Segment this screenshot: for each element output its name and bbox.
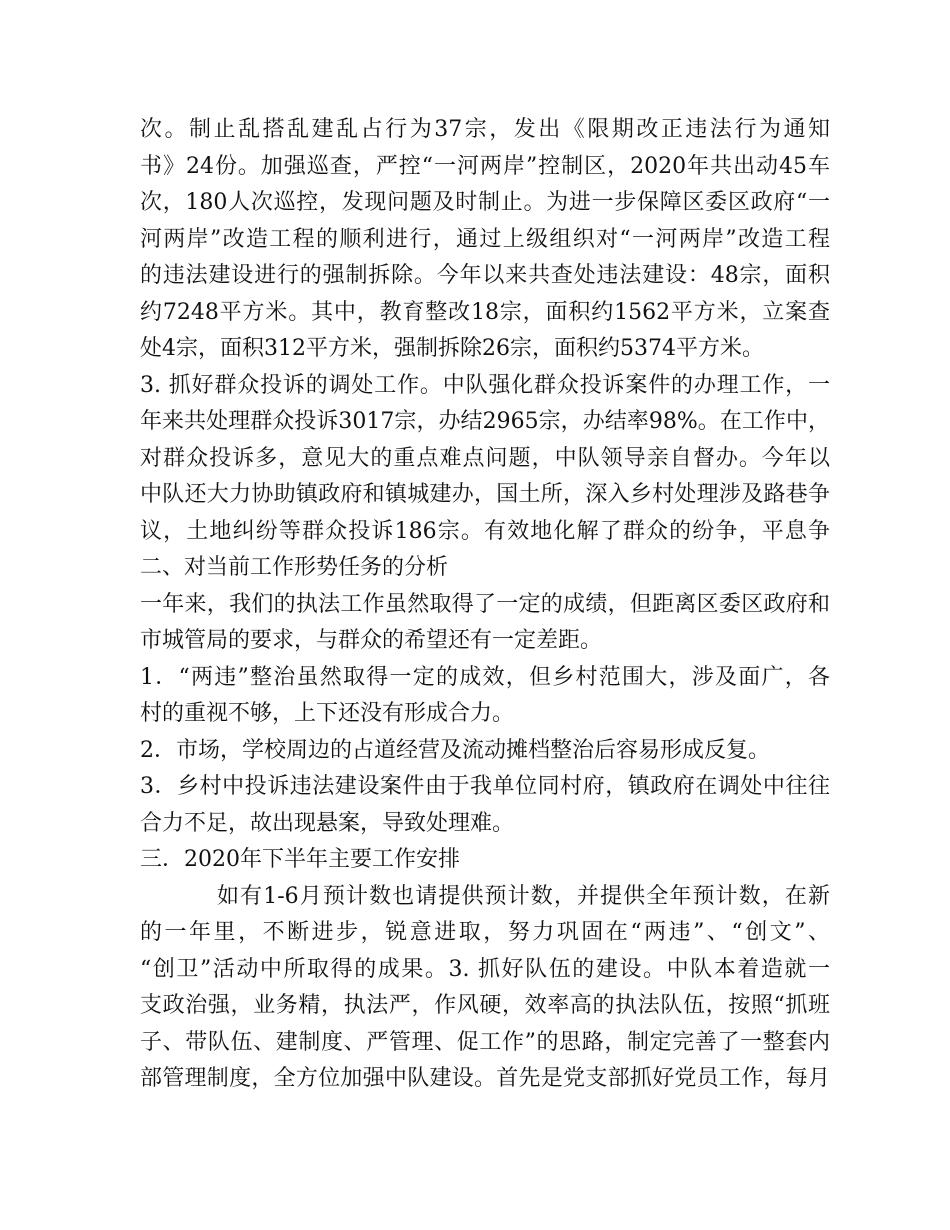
list-item-line: 3．乡村中投诉违法建设案件由于我单位同村府，镇政府在调处中往往: [140, 774, 830, 799]
list-item-line: 1．“两违”整治虽然取得一定的成效，但乡村范围大，涉及面广，各: [140, 664, 830, 690]
paragraph-line: “创卫”活动中所取得的成果。3. 抓好队伍的建设。中队本着造就一: [140, 956, 830, 982]
paragraph-line: 次，180人次巡控，发现问题及时制止。为进一步保障区委区政府“一: [140, 190, 830, 215]
list-item-line: 合力不足，故出现悬案，导致处理难。: [140, 810, 515, 836]
paragraph-line: 如有1-6月预计数也请提供预计数，并提供全年预计数，在新: [217, 883, 830, 909]
paragraph-line: 议，土地纠纷等群众投诉186宗。有效地化解了群众的纷争，平息争: [140, 518, 830, 544]
section-heading: 三．2020年下半年主要工作安排: [140, 847, 460, 872]
paragraph-line: 河两岸”改造工程的顺利进行，通过上级组织对“一河两岸”改造工程: [140, 226, 830, 252]
paragraph-line: 对群众投诉多，意见大的重点难点问题，中队领导亲自督办。今年以: [140, 445, 830, 471]
paragraph-line: 市城管局的要求，与群众的希望还有一定差距。: [140, 628, 603, 653]
section-heading: 二、对当前工作形势任务的分析: [140, 555, 449, 580]
paragraph-line: 3. 抓好群众投诉的调处工作。中队强化群众投诉案件的办理工作，一: [140, 372, 830, 398]
paragraph-line: 部管理制度，全方位加强中队建设。首先是党支部抓好党员工作，每月: [140, 1066, 830, 1091]
paragraph-line: 书》24份。加强巡查，严控“一河两岸”控制区，2020年共出动45车: [140, 153, 830, 179]
list-item-line: 2．市场，学校周边的占道经营及流动摊档整治后容易形成反复。: [140, 737, 770, 763]
paragraph-line: 子、带队伍、建制度、严管理、促工作”的思路，制定完善了一整套内: [140, 1029, 830, 1055]
paragraph-line: 年来共处理群众投诉3017宗，办结2965宗，办结率98%。在工作中，: [140, 409, 830, 434]
body-text: [140, 112, 830, 1098]
paragraph-line: 支政治强，业务精，执法严，作风硬，效率高的执法队伍，按照“抓班: [140, 993, 830, 1018]
paragraph-line: 约7248平方米。其中，教育整改18宗，面积约1562平方米，立案查: [140, 299, 830, 325]
paragraph-line: 的违法建设进行的强制拆除。今年以来共查处违法建设：48宗，面积: [140, 263, 830, 288]
paragraph-line: 中队还大力协助镇政府和镇城建办，国土所，深入乡村处理涉及路巷争: [140, 482, 830, 507]
paragraph-line: 处4宗，面积312平方米，强制拆除26宗，面积约5374平方米。: [140, 336, 764, 361]
list-item-line: 村的重视不够，上下还没有形成合力。: [140, 701, 515, 726]
paragraph-line: 次。制止乱搭乱建乱占行为37宗，发出《限期改正违法行为通知: [140, 117, 830, 142]
paragraph-line: 的一年里，不断进步，锐意进取，努力巩固在“两违”、“创文”、: [140, 920, 830, 945]
paragraph-line: 一年来，我们的执法工作虽然取得了一定的成绩，但距离区委区政府和: [140, 591, 830, 617]
